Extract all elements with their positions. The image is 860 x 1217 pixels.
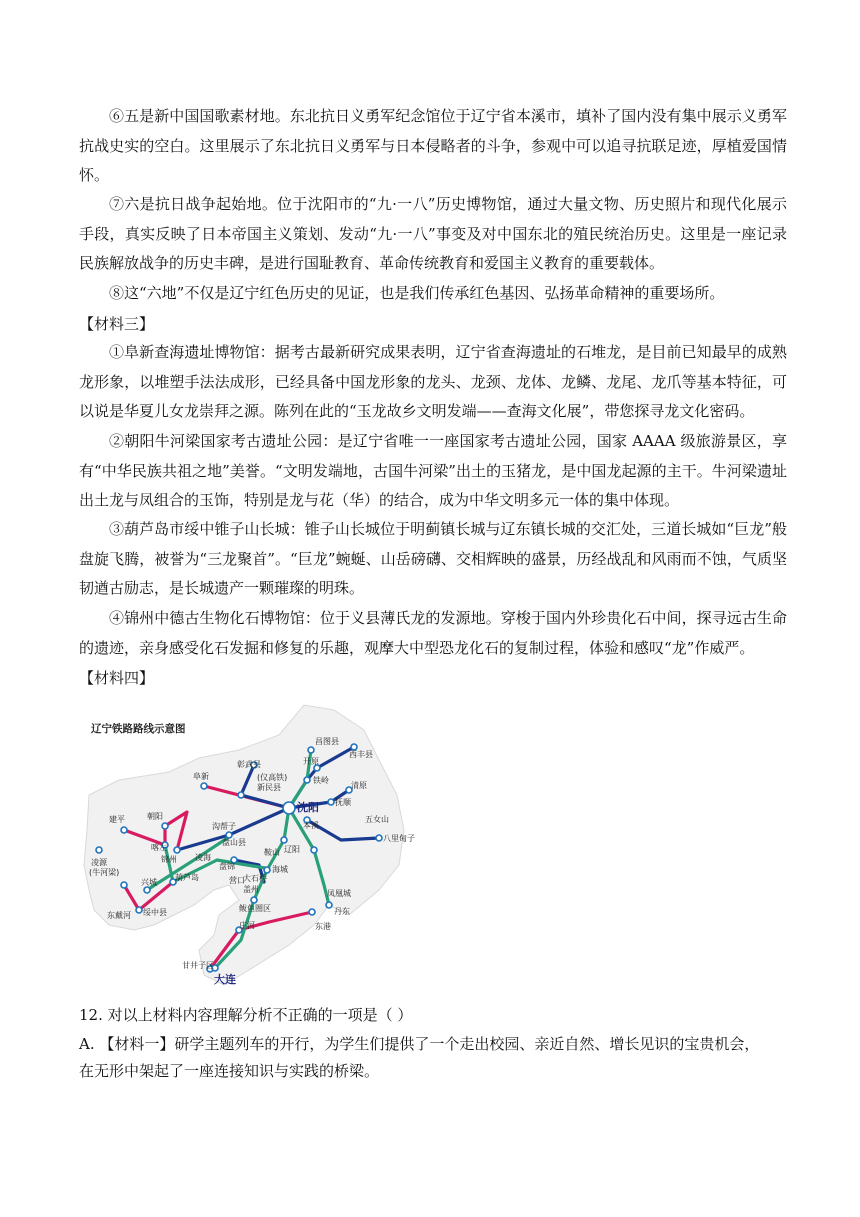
question-option-a-line1: A. 【材料一】研学主题列车的开行，为学生们提供了一个走出校园、亲近自然、增长见识的宝贵机会，	[79, 1035, 760, 1053]
label-kazuo: 喀左	[151, 843, 167, 852]
station-haicheng	[264, 867, 270, 873]
label-anshan: 鞍山	[264, 848, 280, 857]
station-jinzhou	[174, 847, 180, 853]
station-chaoyang	[162, 823, 168, 829]
label-shenyang: 沈阳	[297, 801, 319, 814]
label-suizhong: 绥中县	[143, 908, 167, 917]
label-panjin: 盘锦	[219, 862, 235, 871]
station-fushun	[328, 799, 334, 805]
material-four-heading: 【材料四】	[79, 669, 155, 687]
label-jinzhou: 锦州	[161, 855, 177, 864]
station-changtu	[308, 747, 314, 753]
material-three-item-3: ③葫芦岛市绥中锥子山长城：锥子山长城位于明蓟镇长城与辽东镇长城的交汇处，三道长城如“巨龙”般盘旋飞腾，被誉为“三龙聚首”。“巨龙”蜿蜒、山岳磅礴、交相辉映的盛景，历经战乱和风雨而不蚀，气质坚韧遒古励志，是长城遗产一颗璀璨的明珠。	[79, 520, 787, 597]
label-huludao: 葫芦岛	[175, 873, 199, 882]
label-kaiyuan: 开原	[303, 757, 319, 766]
station-badaojiang	[376, 835, 382, 841]
paragraph-8: ⑧这“六地”不仅是辽宁红色历史的见证，也是我们传承红色基因、弘扬革命精神的重要场所。	[109, 284, 725, 302]
station-anshan	[281, 837, 287, 843]
station-tieling	[304, 777, 310, 783]
station-bayuquan	[251, 897, 257, 903]
label-dandong: 丹东	[334, 907, 350, 916]
label-wunvshan: 五女山	[365, 815, 389, 824]
station-suizhong	[136, 907, 142, 913]
material-three-heading: 【材料三】	[79, 315, 155, 333]
railway-map-svg	[79, 700, 415, 990]
question-option-a-line2: 在无形中架起了一座连接知识与实践的桥梁。	[79, 1062, 380, 1080]
material-three-item-4: ④锦州中德古生物化石博物馆：位于义县薄氏龙的发源地。穿梭于国内外珍贵化石中间，探寻远古生命的遗迹，亲身感受化石发掘和修复的乐趣，观摩大中型恐龙化石的复制过程，体验和感叹“龙”作威严。	[79, 609, 787, 657]
label-qingyuan: 清原	[351, 781, 367, 790]
label-jianping: 建平	[109, 815, 125, 824]
station-donggang	[309, 909, 315, 915]
label-changtu: 昌图县	[315, 737, 339, 746]
label-chaoyang: 朝阳	[147, 812, 163, 821]
label-zhuanghe: 庄河	[239, 921, 255, 930]
label-fushun: 抚顺	[335, 798, 351, 807]
label-gaizhou: 盖州	[243, 885, 259, 894]
label-yigaotie: (仪高铁)	[257, 773, 288, 782]
station-jianping	[121, 827, 127, 833]
label-bayuquan: 鲅鱼圈区	[239, 904, 271, 913]
label-dashiqiao: 大石桥	[243, 874, 267, 883]
label-linghai: 凌海	[195, 853, 211, 862]
label-dongdaihe: 东戴河	[107, 911, 131, 920]
material-three-item-2: ②朝阳牛河梁国家考古遗址公园：是辽宁省唯一一座国家考古遗址公园，国家 AAAA 级旅游景区，享有“中华民族共祖之地”美誉。“文明发端地，古国牛河梁”出土的玉猪龙，是中国龙起源的主干。牛河梁遗址出土龙与凤组合的玉饰，特别是龙与花（华）的结合，成为中华文明多元一体的集中体现。	[79, 432, 787, 509]
label-goubangzi: 沟帮子	[212, 822, 236, 831]
paragraph-6: ⑥五是新中国国歌素材地。东北抗日义勇军纪念馆位于辽宁省本溪市，填补了国内没有集中展示义勇军抗战史实的空白。这里展示了东北抗日义勇军与日本侵略者的斗争，参观中可以追寻抗联足迹，厚植爱国情怀。	[79, 107, 787, 184]
station-liaoyang	[311, 847, 317, 853]
label-xifeng: 西丰县	[349, 750, 373, 759]
question-stem: 12. 对以上材料内容理解分析不正确的一项是（ ）	[79, 1006, 413, 1024]
label-niuheliang: (牛河梁)	[89, 868, 120, 877]
map-title: 辽宁铁路路线示意图	[91, 723, 186, 735]
station-dandong	[326, 902, 332, 908]
station-dongdaihe	[121, 882, 127, 888]
label-lingyuan: 凌源	[91, 858, 107, 867]
label-dalian: 大连	[214, 973, 236, 986]
station-lingyuan	[96, 847, 102, 853]
label-xingcheng: 兴城	[141, 878, 157, 887]
label-tieling: 铁岭	[313, 776, 329, 785]
label-fengcheng: 凤凰城	[327, 889, 351, 898]
station-xingcheng	[144, 887, 150, 893]
label-fuxin: 阜新	[193, 772, 209, 781]
label-donggang: 东港	[315, 922, 331, 931]
label-benxi: 本溪	[303, 821, 319, 830]
station-fuxin	[201, 783, 207, 789]
label-zhangwu: 彰武县	[237, 760, 261, 769]
station-xinmin	[238, 792, 244, 798]
label-xinmin: 新民县	[257, 783, 281, 792]
label-panshan: 盘山县	[222, 838, 246, 847]
station-shenyang	[283, 802, 295, 814]
railway-route-map	[79, 700, 415, 990]
label-badaojiang: 八里甸子	[383, 834, 415, 843]
label-haicheng: 海城	[272, 865, 288, 874]
label-yingkou: 营口	[229, 876, 245, 885]
label-liaoyang: 辽阳	[284, 845, 300, 854]
label-ganjingzi: 甘井子区	[182, 961, 214, 970]
paragraph-7: ⑦六是抗日战争起始地。位于沈阳市的“九·一八”历史博物馆，通过大量文物、历史照片和现代化展示手段，真实反映了日本帝国主义策划、发动“九·一八”事变及对中国东北的殖民统治历史。这里是一座记录民族解放战争的历史丰碑，是进行国耻教育、革命传统教育和爱国主义教育的重要载体。	[79, 195, 787, 272]
material-three-item-1: ①阜新查海遗址博物馆：据考古最新研究成果表明，辽宁省查海遗址的石堆龙，是目前已知最早的成熟龙形象，以堆塑手法法成形，已经具备中国龙形象的龙头、龙颈、龙体、龙鳞、龙尾、龙爪等基本特征，可以说是华夏儿女龙崇拜之源。陈列在此的“玉龙故乡文明发端——查海文化展”，带您探寻龙文化密码。	[79, 343, 787, 420]
